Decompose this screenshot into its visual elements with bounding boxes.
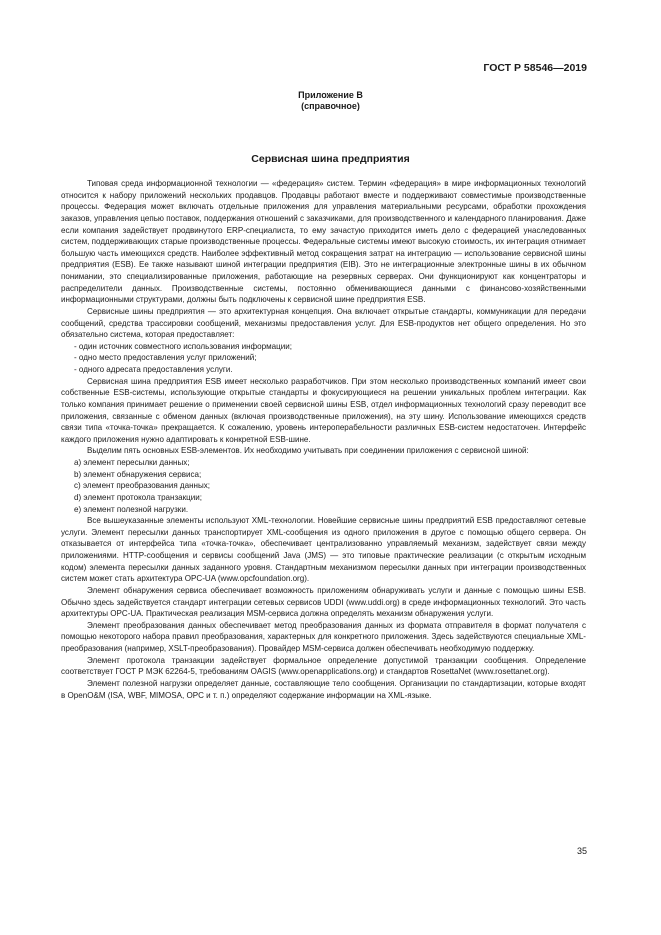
list-item: - одного адресата предоставления услуги. xyxy=(74,365,233,374)
paragraph: Все вышеуказанные элементы используют XML-технологии. Новейшие сервисные шины предприятий ESB предоставляют сетевые услуги. Элемент пересылки данных транспортирует XML-сообщения из одного приложения в другое с помощью общего сервера. Он отказывается от интерфейса типа «точка-точка», обеспечивает централизованно управляемый механизм, задействует связи между приложениями. HTTP-сообщения и сервисы сообщений Java (JMS) — это типовые практические реализации (с открытым исходным кодом) элемента пересылки данных заданного уровня. Стандартным механизмом пересылки данных при интеграции производственных систем может стать архитектура OPC-UA (www.opcfoundation.org). xyxy=(61,516,586,584)
list-item: b) элемент обнаружения сервиса; xyxy=(74,469,202,479)
appendix-heading xyxy=(0,90,661,112)
paragraph: Выделим пять основных ESB-элементов. Их необходимо учитывать при соединении приложения с сервисной шиной: xyxy=(87,446,529,456)
list-item: a) элемент пересылки данных; xyxy=(74,458,190,467)
paragraph: Сервисные шины предприятия — это архитектурная концепция. Она включает открытые стандарты, коммуникации для передачи сообщений, средства трассировки сообщений, механизмы предоставления услуг. Для ESB-продуктов нет общего определения. Но это обязательно система, которая предоставляет: xyxy=(61,306,586,340)
standard-number: ГОСТ Р 58546—2019 xyxy=(483,62,587,74)
list-item: d) элемент протокола транзакции; xyxy=(74,492,202,502)
list-item: - один источник совместного использования информации; xyxy=(74,341,292,351)
paragraph: Элемент преобразования данных обеспечивает метод преобразования данных из формата отправителя в формат получателя с помощью некоторого набора правил преобразования, характерных для конкретного приложения. Здесь задействуются специальные XML-преобразования (например, XSLT-преобразования). Провайдер MSM-сервиса должен обеспечивать необходимую поддержку. xyxy=(61,620,586,653)
list-item: - одно место предоставления услуг приложений; xyxy=(74,353,257,363)
paragraph: Типовая среда информационной технологии — «федерация» систем. Термин «федерация» в мире информационных технологий относится к набору приложений нескольких продавцов. Продавцы работают вместе и поддерживают совместимые производственные процессы. Федерация может включать отдельные приложения для управления материальными ресурсами, обработки прохождения заказов, управления цепью поставок, поддержания отношений с заказчиками, для производственного и календарного планирования. Даже если компания задействует продвинутого ERP-специалиста, то ему зачастую приходится иметь дело с федерацией унаследованных систем, поддерживающих старые производственные процессы. Федеральные системы имеют высокую стоимость, их интеграция отнимает большую часть имеющихся средств. Наиболее эффективный метод сокращения затрат на интеграцию — использование сервисной шины предприятия (ESB). Ее также называют шиной интеграции предприятия (EIB). Это не интеграционные электронные шины в их обычном понимании, это специализированные приложения, работающие на резервных серверах. Они функционируют как концентраторы и распределители данных. Производственные системы, постоянно обменивающиеся данными с финансово-хозяйственными информационными структурами, должны быть подключены к сервисной шине предприятия ESB. xyxy=(61,179,586,305)
page-number: 35 xyxy=(576,846,587,856)
list-item: e) элемент полезной нагрузки. xyxy=(74,504,189,514)
paragraph: Элемент полезной нагрузки определяет данные, составляющие тело сообщения. Организации по стандартизации, которые входят в OpenO&M (ISA, WBF, MIMOSA, OPC и т. п.) определяют содержание информации на XML-языке. xyxy=(61,678,586,700)
paragraph: Сервисная шина предприятия ESB имеет несколько разработчиков. При этом несколько производственных компаний имеет свои собственные ESB-системы, использующие открытые стандарты и фокусирующиеся на решении уникальных проблем интеграции. Как только компания принимает решение о применении своей сервисной шины ESB, отдел информационных технологий сразу переводит все приложения, связанные с обменом данных (включая производственные приложения), на эту шину. Использование имеющихся средств связи типа «точка-точка» прекращается. К сожалению, уровень интероперабельности различных ESB-систем недостаточен. Интерфейс каждого приложения нужно адаптировать к конкретной ESB-шине. xyxy=(61,376,586,444)
appendix-label: Приложение В xyxy=(298,90,363,100)
list-item: c) элемент преобразования данных; xyxy=(74,481,211,491)
section-title: Сервисная шина предприятия xyxy=(251,153,410,165)
paragraph: Элемент обнаружения сервиса обеспечивает возможность приложениям обнаруживать услуги и данные с помощью шины ESB. Обычно здесь задействуется стандарт интеграции сетевых сервисов UDDI (www.uddi.org) в среде информационных технологий. Это часть архитектуры OPC-UA. Практическая реализация MSM-сервиса должна определять механизм обнаружения услуги. xyxy=(61,585,586,619)
paragraph: Элемент протокола транзакции задействует формальное определение допустимой транзакции сообщения. Определение соответствует ГОСТ Р МЭК 62264-5, требованиям OAGIS (www.openapplications.org) и стандартов RosettaNet (www.rosettanet.org). xyxy=(61,655,586,677)
appendix-note: (справочное) xyxy=(301,101,360,111)
document-body xyxy=(61,178,586,701)
